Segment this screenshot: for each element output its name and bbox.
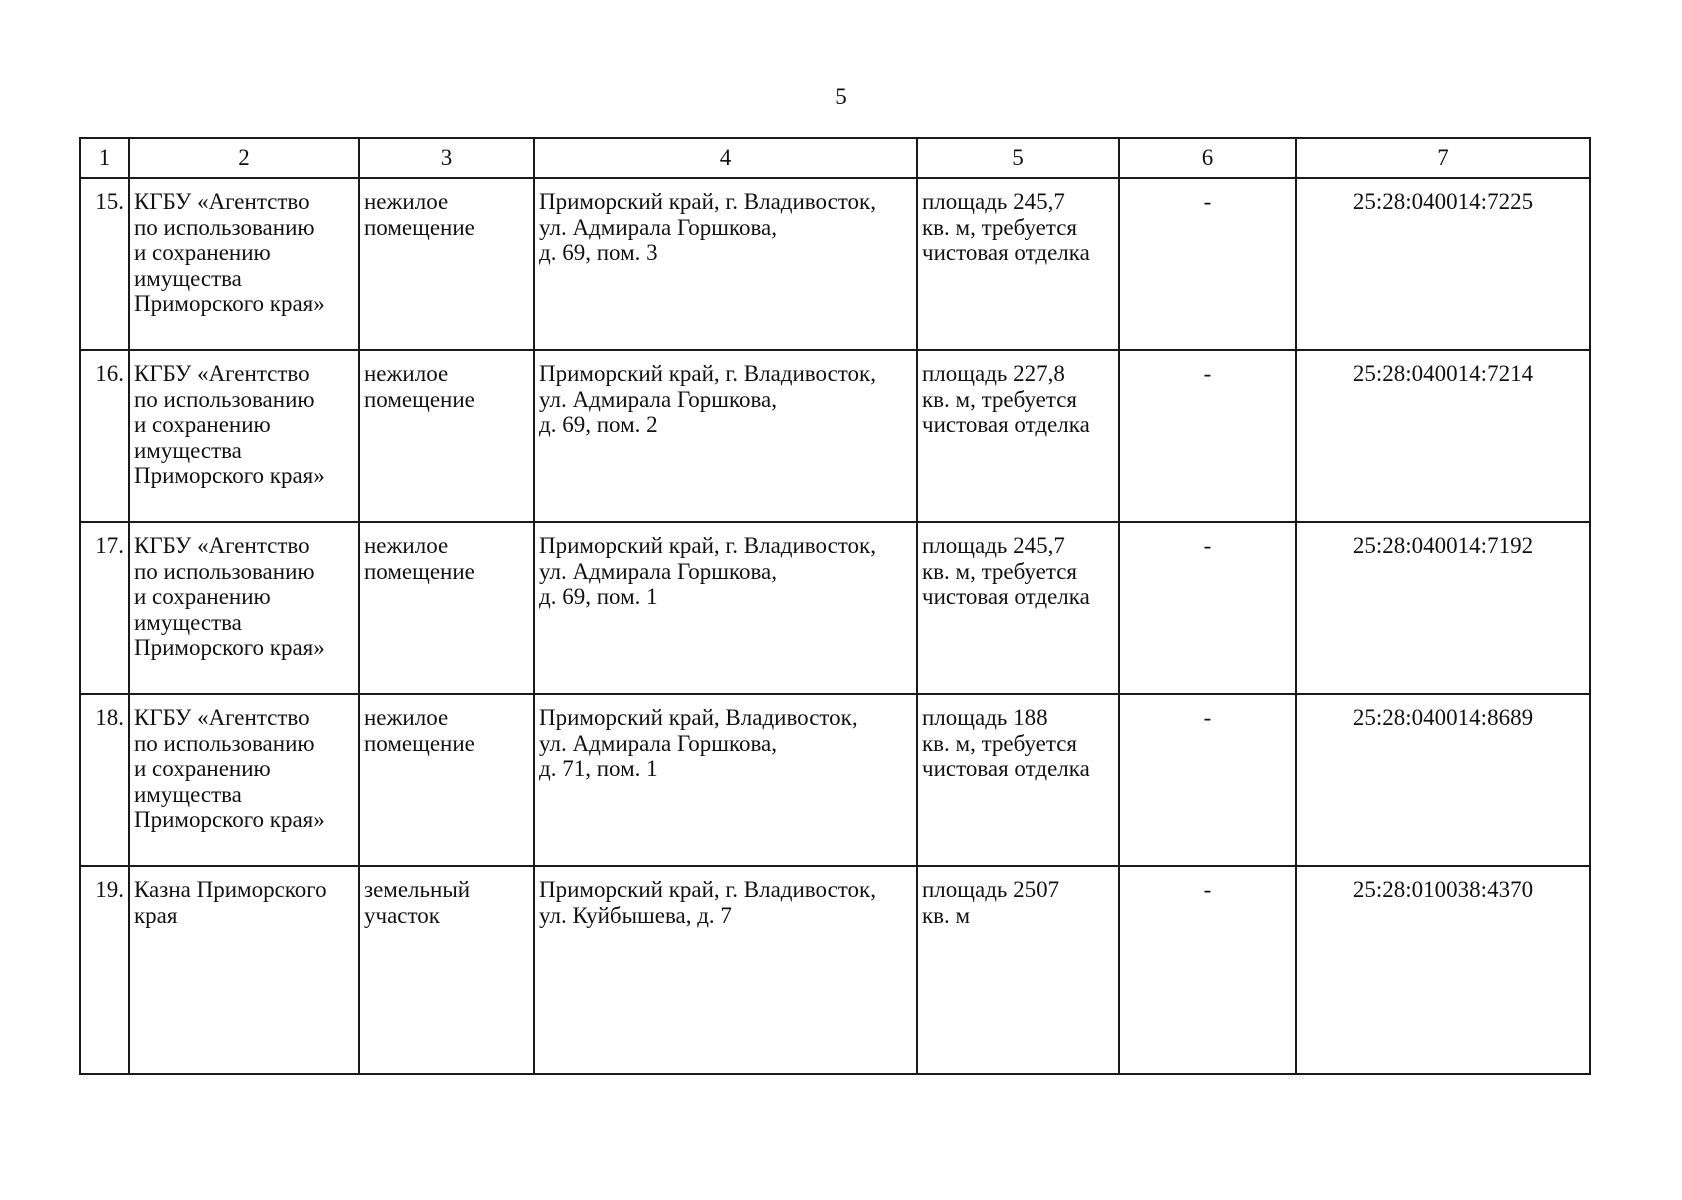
- characteristics-cell: [917, 694, 1119, 866]
- cadastral-number: 25:28:040014:7192: [1296, 522, 1590, 694]
- object-type-cell: [359, 694, 534, 866]
- object-type-cell: [359, 866, 534, 1074]
- property-table: [79, 137, 1591, 1075]
- header-cell: 5: [917, 138, 1119, 178]
- header-cell: 7: [1296, 138, 1590, 178]
- table-body: [80, 178, 1590, 1074]
- col6-cell: -: [1119, 694, 1296, 866]
- characteristics-cell: [917, 522, 1119, 694]
- characteristics-text: площадь 245,7 кв. м, требуется чистовая отделка: [922, 189, 1090, 265]
- address-text: Приморский край, г. Владивосток, ул. Куйбышева, д. 7: [539, 877, 876, 928]
- holder-text: КГБУ «Агентство по использованию и сохранению имущества Приморского края»: [134, 533, 325, 660]
- row-number: 16.: [80, 350, 129, 522]
- header-cell: 6: [1119, 138, 1296, 178]
- cadastral-number: 25:28:040014:8689: [1296, 694, 1590, 866]
- object-type-cell: [359, 178, 534, 350]
- holder-text: КГБУ «Агентство по использованию и сохранению имущества Приморского края»: [134, 705, 325, 832]
- table-row: [80, 866, 1590, 1074]
- address-cell: [534, 694, 917, 866]
- row-number: 18.: [80, 694, 129, 866]
- object-type-text: нежилое помещение: [364, 705, 475, 756]
- address-cell: [534, 866, 917, 1074]
- cadastral-number: 25:28:040014:7214: [1296, 350, 1590, 522]
- holder-text: Казна Приморского края: [134, 877, 327, 928]
- characteristics-text: площадь 2507 кв. м: [922, 877, 1060, 928]
- page-number: 5: [835, 84, 847, 109]
- header-cell: 1: [80, 138, 129, 178]
- row-number: 17.: [80, 522, 129, 694]
- address-text: Приморский край, Владивосток, ул. Адмирала Горшкова, д. 71, пом. 1: [539, 705, 858, 781]
- col6-cell: -: [1119, 350, 1296, 522]
- characteristics-text: площадь 227,8 кв. м, требуется чистовая отделка: [922, 361, 1090, 437]
- col6-cell: -: [1119, 522, 1296, 694]
- col6-cell: -: [1119, 178, 1296, 350]
- characteristics-cell: [917, 178, 1119, 350]
- header-cell: 2: [129, 138, 359, 178]
- object-type-cell: [359, 350, 534, 522]
- table-row: [80, 694, 1590, 866]
- row-number: 15.: [80, 178, 129, 350]
- header-row: [80, 138, 1590, 178]
- holder-cell: [129, 694, 359, 866]
- holder-cell: [129, 522, 359, 694]
- address-cell: [534, 350, 917, 522]
- table-header: [80, 138, 1590, 178]
- address-text: Приморский край, г. Владивосток, ул. Адмирала Горшкова, д. 69, пом. 2: [539, 361, 876, 437]
- address-text: Приморский край, г. Владивосток, ул. Адмирала Горшкова, д. 69, пом. 1: [539, 533, 876, 609]
- characteristics-cell: [917, 866, 1119, 1074]
- object-type-text: нежилое помещение: [364, 189, 475, 240]
- address-text: Приморский край, г. Владивосток, ул. Адмирала Горшкова, д. 69, пом. 3: [539, 189, 876, 265]
- address-cell: [534, 522, 917, 694]
- table-row: [80, 522, 1590, 694]
- characteristics-text: площадь 245,7 кв. м, требуется чистовая отделка: [922, 533, 1090, 609]
- header-cell: 3: [359, 138, 534, 178]
- object-type-text: земельный участок: [364, 877, 471, 928]
- characteristics-cell: [917, 350, 1119, 522]
- col6-cell: -: [1119, 866, 1296, 1074]
- holder-text: КГБУ «Агентство по использованию и сохранению имущества Приморского края»: [134, 361, 325, 488]
- header-cell: 4: [534, 138, 917, 178]
- address-cell: [534, 178, 917, 350]
- row-number: 19.: [80, 866, 129, 1074]
- holder-cell: [129, 866, 359, 1074]
- characteristics-text: площадь 188 кв. м, требуется чистовая отделка: [922, 705, 1090, 781]
- cadastral-number: 25:28:010038:4370: [1296, 866, 1590, 1074]
- table-row: [80, 178, 1590, 350]
- holder-text: КГБУ «Агентство по использованию и сохранению имущества Приморского края»: [134, 189, 325, 316]
- object-type-text: нежилое помещение: [364, 533, 475, 584]
- holder-cell: [129, 178, 359, 350]
- object-type-text: нежилое помещение: [364, 361, 475, 412]
- table-row: [80, 350, 1590, 522]
- holder-cell: [129, 350, 359, 522]
- object-type-cell: [359, 522, 534, 694]
- cadastral-number: 25:28:040014:7225: [1296, 178, 1590, 350]
